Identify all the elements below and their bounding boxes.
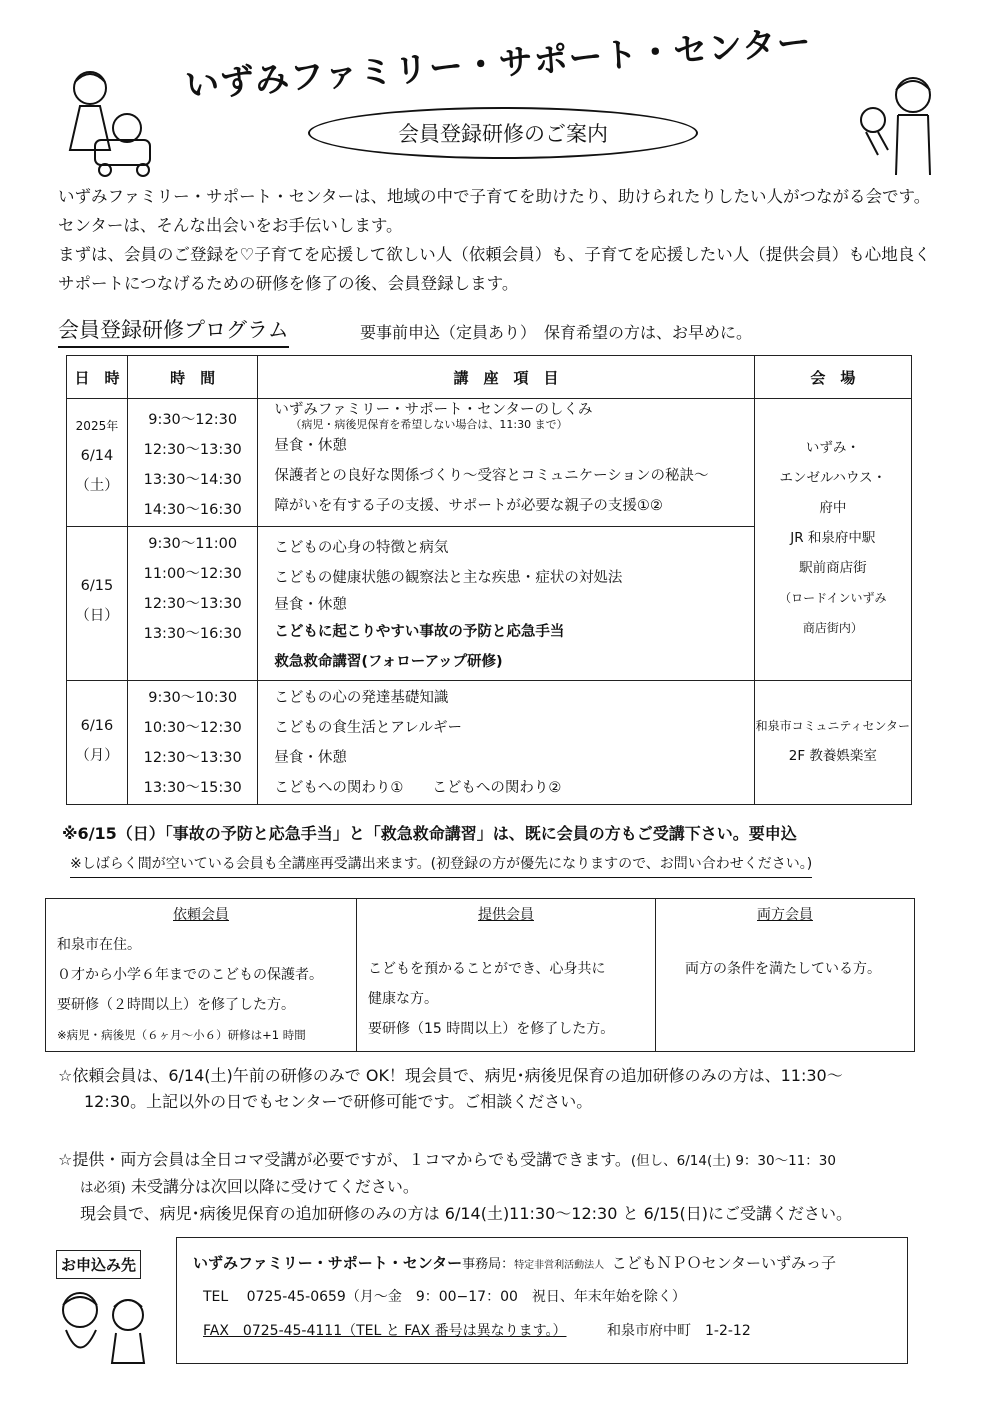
- col-header-topic: 講 座 項 目: [258, 356, 754, 399]
- venue-line: 府中: [819, 500, 847, 516]
- topic-item: こどもの健康状態の観察法と主な疾患・症状の対処法: [274, 570, 623, 586]
- member-provider-title: 提供会員: [478, 907, 534, 923]
- day-date: 6/14: [80, 448, 114, 464]
- time-slot: 11:00〜12:30: [143, 566, 242, 582]
- day-topics-cell: [258, 527, 754, 681]
- star-note-line: 現会員で、病児･病後児保育の追加研修のみの方は 6/14(土)11:30〜12:30 と 6/15(日)にご受講ください。: [80, 1204, 852, 1223]
- time-slot: 9:30〜11:00: [148, 536, 238, 552]
- contact-org: いずみファミリー・サポート・センター: [193, 1254, 463, 1272]
- topic-item: 昼食・休憩: [274, 750, 347, 766]
- intro-text: [58, 182, 938, 298]
- day-date: 6/15: [80, 578, 114, 594]
- contact-label: お申込み先: [56, 1250, 141, 1279]
- day-times-cell: [127, 399, 257, 527]
- member-provider-cell: [357, 899, 656, 1052]
- intro-paragraph-1: いずみファミリー・サポート・センターは、地域の中で子育てを助けたり、助けられたりしたい人がつながる会です。センターは、そんな出会いをお手伝いします。: [58, 187, 931, 235]
- member-requester-line: 要研修（２時間以上）を修了した方。: [57, 997, 295, 1013]
- venue-line: JR 和泉府中駅: [790, 530, 876, 546]
- intro-paragraph-2: まずは、会員のご登録を♡子育てを応援して欲しい人（依頼会員）も、子育てを応援したい人（提供会員）も心地良くサポートにつなげるための研修を修了の後、会員登録します。: [58, 245, 931, 293]
- star-note-text: 未受講分は次回以降に受けてください。: [125, 1177, 419, 1196]
- venue-line: 駅前商店街: [799, 560, 867, 576]
- star-note-small: (但し、6/14(土) 9：30〜11：30: [630, 1153, 836, 1169]
- star-note-text: ☆提供・両方会員は全日コマ受講が必要ですが、１コマからでも受講できます。: [58, 1150, 631, 1169]
- topic-item: こどもへの関わり① こどもへの関わり②: [274, 780, 562, 796]
- time-slot: 12:30〜13:30: [143, 750, 242, 766]
- member-both-cell: [656, 899, 915, 1052]
- table-row: [67, 399, 912, 527]
- page-subtitle: 会員登録研修のご案内: [308, 107, 698, 159]
- member-requester-title: 依頼会員: [173, 907, 229, 923]
- table-row: [46, 899, 915, 1052]
- time-slot: 13:30〜15:30: [143, 780, 242, 796]
- member-provider-line: 要研修（15 時間以上）を修了した方。: [368, 1021, 615, 1037]
- topic-item: こどもに起こりやすい事故の予防と応急手当: [274, 624, 565, 640]
- member-requester-cell: [46, 899, 357, 1052]
- venue-cell-2: [754, 681, 911, 805]
- schedule-table: [66, 355, 912, 805]
- venue-line: いずみ・: [805, 440, 860, 456]
- member-requester-note: ※病児・病後児（６ヶ月〜小６）研修は+1 時間: [57, 1028, 306, 1042]
- time-slot: 13:30〜14:30: [143, 472, 242, 488]
- notice-required: ※6/15（日）「事故の予防と応急手当」と「救急救命講習」は、既に会員の方もご受講下さい。要申込: [62, 824, 797, 843]
- star-note-line: [58, 1147, 852, 1174]
- member-provider-line: こどもを預かることができ、心身共に: [368, 961, 606, 977]
- time-slot: 12:30〜13:30: [143, 442, 242, 458]
- time-slot: 9:30〜10:30: [148, 690, 238, 706]
- venue-line: エンゼルハウス・: [779, 470, 887, 486]
- contact-npo-name: こどもＮＰＯセンターいずみっ子: [611, 1254, 837, 1272]
- topic-item: 昼食・休憩: [274, 597, 347, 613]
- star-note-line: 12:30。上記以外の日でもセンターで研修可能です。ご相談ください。: [84, 1092, 593, 1111]
- member-both-line: 両方の条件を満たしている方。: [685, 961, 881, 977]
- time-slot: 13:30〜16:30: [143, 626, 242, 642]
- page-title: いずみファミリー・サポート・センター: [183, 22, 814, 106]
- star-note-small: は必須): [80, 1180, 126, 1196]
- day-weekday: （日）: [75, 608, 119, 624]
- time-slot: 12:30〜13:30: [143, 596, 242, 612]
- time-slot: 10:30〜12:30: [143, 720, 242, 736]
- topic-item: こどもの心身の特徴と病気: [274, 540, 449, 556]
- time-slot: 9:30〜12:30: [148, 412, 238, 428]
- topic-item: 障がいを有する子の支援、サポートが必要な親子の支援①②: [274, 498, 663, 514]
- star-note-provider: [58, 1147, 852, 1227]
- contact-office: 事務局：: [462, 1257, 515, 1272]
- contact-npo-type: 特定非営利活動法人: [514, 1260, 605, 1271]
- star-note-line: [58, 1174, 852, 1201]
- day-topics-cell: [258, 399, 754, 527]
- member-provider-line: 健康な方。: [368, 991, 438, 1007]
- day-weekday: （土）: [75, 478, 119, 494]
- topic-item: こどもの心の発達基礎知識: [274, 690, 449, 706]
- program-note: 要事前申込（定員あり） 保育希望の方は、お早めに。: [360, 323, 753, 342]
- day-times-cell: [127, 681, 257, 805]
- member-both-title: 両方会員: [757, 907, 813, 923]
- contact-address: 和泉市府中町 1-2-12: [607, 1323, 751, 1339]
- contact-org-line: [193, 1252, 836, 1273]
- contact-box: [176, 1237, 908, 1364]
- venue-line: 2F 教養娯楽室: [788, 748, 877, 764]
- table-row: [67, 681, 912, 805]
- day-date-cell: [67, 527, 128, 681]
- mother-with-baby-illustration: [55, 60, 165, 180]
- day-year: 2025年: [75, 419, 119, 433]
- contact-tel: TEL 0725-45-0659（月〜金 9：00−17：00 祝日、年末年始を除く）: [203, 1289, 686, 1305]
- star-note-line: ☆依頼会員は、6/14(土)午前の研修のみで OK！現会員で、病児･病後児保育の追加研修のみの方は、11:30〜: [58, 1066, 843, 1085]
- father-with-child-illustration: [848, 70, 948, 180]
- topic-item: 昼食・休憩: [274, 438, 347, 454]
- time-slot: 14:30〜16:30: [143, 502, 242, 518]
- children-illustration: [48, 1285, 158, 1370]
- topic-item: 保護者との良好な関係づくり〜受容とコミュニケーションの秘訣〜: [274, 468, 709, 484]
- col-header-time: 時 間: [127, 356, 257, 399]
- col-header-date: 日 時: [67, 356, 128, 399]
- day-date: 6/16: [80, 718, 114, 734]
- time-slot-spacer: [129, 649, 256, 679]
- notice-retake: ※しばらく間が空いている会員も全講座再受講出来ます。(初登録の方が優先になりますので、お問い合わせください。): [70, 853, 812, 878]
- member-requester-line: ０才から小学６年までのこどもの保護者。: [57, 967, 323, 983]
- day-date-cell: [67, 399, 128, 527]
- day-weekday: （月）: [75, 748, 119, 764]
- topic-item: こどもの食生活とアレルギー: [274, 720, 462, 736]
- program-heading: 会員登録研修プログラム: [58, 314, 289, 348]
- day-date-cell: [67, 681, 128, 805]
- venue-line: （ロードインいずみ: [779, 591, 887, 605]
- contact-fax: FAX 0725-45-4111（TEL と FAX 番号は異なります。）: [203, 1323, 567, 1339]
- star-note-requester: [58, 1063, 843, 1115]
- topic-item: 救急救命講習(フォローアップ研修): [274, 654, 503, 670]
- member-types-table: [45, 898, 915, 1052]
- col-header-venue: 会 場: [754, 356, 911, 399]
- topic-note: （病児・病後児保育を希望しない場合は、11:30 まで）: [290, 418, 568, 431]
- topic-item: いずみファミリー・サポート・センターのしくみ: [274, 402, 593, 418]
- member-requester-line: 和泉市在住。: [57, 937, 141, 953]
- schedule-header-row: [67, 356, 912, 399]
- day-topics-cell: [258, 681, 754, 805]
- venue-cell-1: [754, 399, 911, 681]
- day-times-cell: [127, 527, 257, 681]
- venue-line: 和泉市コミュニティセンター: [755, 719, 910, 733]
- venue-line: 商店街内）: [802, 621, 863, 635]
